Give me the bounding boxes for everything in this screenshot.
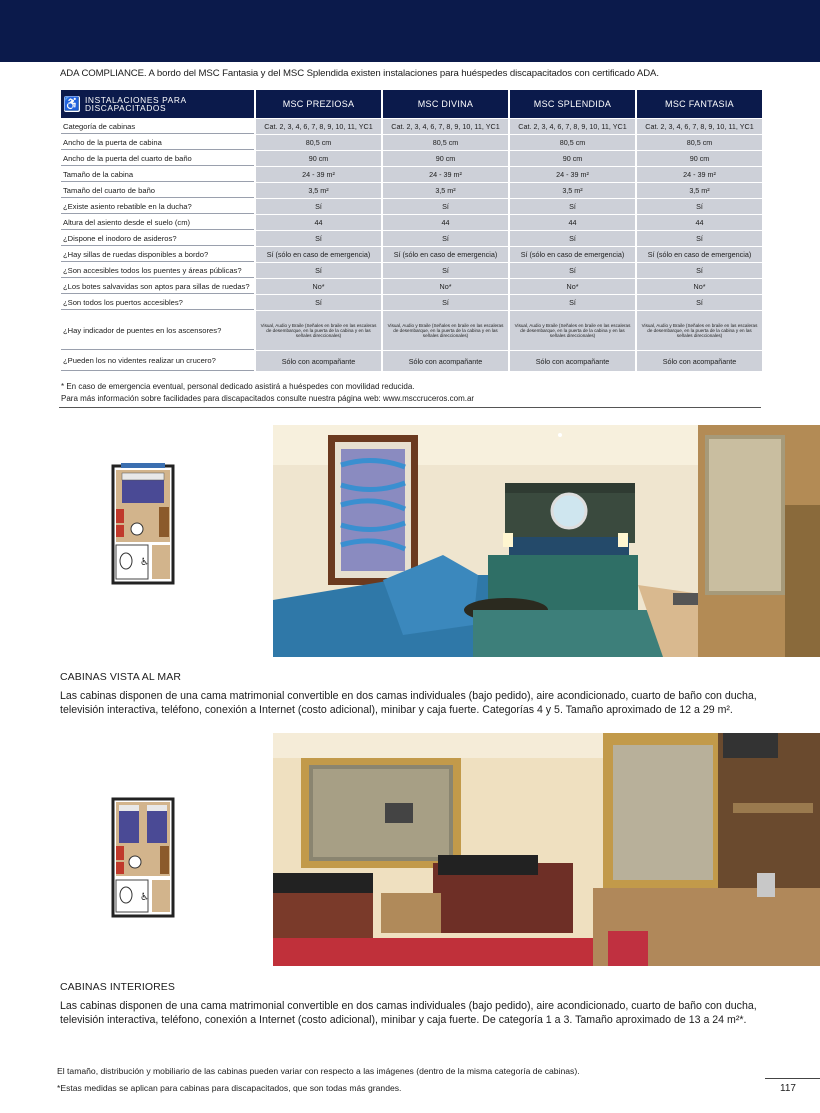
table-cell: Sí bbox=[383, 199, 508, 214]
table-cell: Sí bbox=[256, 295, 381, 310]
table-cell: Sí bbox=[383, 231, 508, 246]
table-cell: Sí bbox=[510, 231, 635, 246]
row-label: ¿Los botes salvavidas son aptos para sillas de ruedas? bbox=[61, 279, 254, 294]
table-cell: Sí bbox=[383, 263, 508, 278]
table-cell: Sólo con acompañante bbox=[256, 351, 381, 371]
table-cell: Sí bbox=[637, 231, 762, 246]
table-cell: No* bbox=[256, 279, 381, 294]
section-body-interior: Las cabinas disponen de una cama matrimonial convertible en dos camas individuales (bajo pedido), aire acondicionado, cuarto de baño con ducha, televisión interactiva, teléfono, conexión a Internet (costo adicional), minibar y caja fuerte. De categoría 1 a 3. Tamaño aproximado de 13 a 24 m²*. bbox=[60, 1000, 757, 1026]
page-number: 117 bbox=[780, 1083, 796, 1094]
table-cell: Sí (sólo en caso de emergencia) bbox=[510, 247, 635, 262]
row-label: ¿Son accesibles todos los puentes y áreas públicas? bbox=[61, 263, 254, 278]
table-cell: Cat. 2, 3, 4, 6, 7, 8, 9, 10, 11, YC1 bbox=[637, 119, 762, 134]
table-cell: Sí (sólo en caso de emergencia) bbox=[637, 247, 762, 262]
svg-text:♿: ♿ bbox=[140, 557, 149, 568]
row-label: Tamaño del cuarto de baño bbox=[61, 183, 254, 198]
ocean-view-cabin-photo bbox=[273, 425, 820, 657]
table-cell: Visual, Audio y Braile (Señales en braile en las escaleras de desembarque, en la puerta de la cabina y en las señales direccionales) bbox=[510, 311, 635, 350]
table-cell: Sí bbox=[256, 231, 381, 246]
table-cell: 90 cm bbox=[637, 151, 762, 166]
row-label: ¿Son todos los puertos accesibles? bbox=[61, 295, 254, 310]
ship-header-fantasia: MSC FANTASIA bbox=[637, 90, 762, 118]
table-row bbox=[61, 351, 762, 371]
table-cell: Sí (sólo en caso de emergencia) bbox=[256, 247, 381, 262]
page-number-rule bbox=[765, 1078, 820, 1079]
table-cell: No* bbox=[510, 279, 635, 294]
table-cell: No* bbox=[383, 279, 508, 294]
ship-header-splendida: MSC SPLENDIDA bbox=[510, 90, 635, 118]
table-footnotes bbox=[61, 381, 474, 405]
table-cell: Visual, Audio y Braile (Señales en braile en las escaleras de desembarque, en la puerta de la cabina y en las señales direccionales) bbox=[383, 311, 508, 350]
footnote-website: Para más información sobre facilidades para discapacitados consulte nuestra página web: www.msccruceros.com.ar bbox=[61, 394, 475, 403]
floor-plan-ocean-view bbox=[107, 463, 179, 588]
table-cell: 44 bbox=[256, 215, 381, 230]
table-row bbox=[61, 215, 762, 230]
ada-compliance-note: ADA COMPLIANCE. A bordo del MSC Fantasia y del MSC Splendida existen instalaciones para huéspedes discapacitados con certificado ADA. bbox=[60, 68, 659, 79]
table-row bbox=[61, 263, 762, 278]
svg-text:♿: ♿ bbox=[140, 892, 149, 903]
ship-header-preziosa: MSC PREZIOSA bbox=[256, 90, 381, 118]
table-cell: 90 cm bbox=[510, 151, 635, 166]
table-cell: 24 - 39 m² bbox=[383, 167, 508, 182]
section-title-ocean-view: CABINAS VISTA AL MAR bbox=[60, 671, 182, 683]
accessibility-table bbox=[59, 89, 764, 372]
table-cell: Sí (sólo en caso de emergencia) bbox=[383, 247, 508, 262]
row-label: Altura del asiento desde el suelo (cm) bbox=[61, 215, 254, 230]
table-cell: Sí bbox=[637, 263, 762, 278]
divider bbox=[59, 407, 761, 408]
footnote-emergency: * En caso de emergencia eventual, personal dedicado asistirá a huéspedes con movilidad reducida. bbox=[61, 382, 415, 391]
note-disabled-sizes: *Estas medidas se aplican para cabinas para discapacitados, que son todas más grandes. bbox=[57, 1083, 402, 1093]
table-cell: 3,5 m² bbox=[510, 183, 635, 198]
table-cell: 24 - 39 m² bbox=[510, 167, 635, 182]
table-cell: 80,5 cm bbox=[256, 135, 381, 150]
table-cell: 24 - 39 m² bbox=[256, 167, 381, 182]
table-row bbox=[61, 135, 762, 150]
table-cell: Cat. 2, 3, 4, 6, 7, 8, 9, 10, 11, YC1 bbox=[256, 119, 381, 134]
table-cell: 44 bbox=[637, 215, 762, 230]
row-label: ¿Hay indicador de puentes en los ascensores? bbox=[61, 311, 254, 350]
table-cell: Visual, Audio y Braile (Señales en braile en las escaleras de desembarque, en la puerta de la cabina y en las señales direccionales) bbox=[637, 311, 762, 350]
table-cell: Visual, Audio y Braile (Señales en braile en las escaleras de desembarque, en la puerta de la cabina y en las señales direccionales) bbox=[256, 311, 381, 350]
table-cell: Sólo con acompañante bbox=[383, 351, 508, 371]
table-row bbox=[61, 311, 762, 350]
floor-plan-interior bbox=[107, 796, 179, 921]
table-cell: Sí bbox=[383, 295, 508, 310]
table-cell: 24 - 39 m² bbox=[637, 167, 762, 182]
row-label: Tamaño de la cabina bbox=[61, 167, 254, 182]
table-row bbox=[61, 167, 762, 182]
row-label: Categoría de cabinas bbox=[61, 119, 254, 134]
table-cell: Sí bbox=[637, 199, 762, 214]
table-cell: Cat. 2, 3, 4, 6, 7, 8, 9, 10, 11, YC1 bbox=[510, 119, 635, 134]
table-row bbox=[61, 295, 762, 310]
table-cell: 80,5 cm bbox=[383, 135, 508, 150]
table-cell: No* bbox=[637, 279, 762, 294]
row-label: ¿Dispone el inodoro de asideros? bbox=[61, 231, 254, 246]
section-body-ocean-view: Las cabinas disponen de una cama matrimonial convertible en dos camas individuales (bajo pedido), aire acondicionado, cuarto de baño con ducha, televisión interactiva, teléfono, conexión a Internet (costo adicional), minibar y caja fuerte. Categorías 4 y 5. Tamaño aproximado de 12 a 29 m². bbox=[60, 690, 757, 716]
wheelchair-icon: ♿ bbox=[63, 96, 81, 111]
ship-header-divina: MSC DIVINA bbox=[383, 90, 508, 118]
row-label: ¿Existe asiento rebatible en la ducha? bbox=[61, 199, 254, 214]
table-cell: Sólo con acompañante bbox=[637, 351, 762, 371]
row-label: ¿Hay sillas de ruedas disponibles a bordo? bbox=[61, 247, 254, 262]
table-title-cell bbox=[61, 90, 254, 118]
table-row bbox=[61, 183, 762, 198]
table-cell: 44 bbox=[510, 215, 635, 230]
table-cell: Sí bbox=[510, 295, 635, 310]
table-row bbox=[61, 151, 762, 166]
table-cell: 3,5 m² bbox=[256, 183, 381, 198]
top-banner bbox=[0, 0, 820, 62]
row-label: ¿Pueden los no videntes realizar un crucero? bbox=[61, 351, 254, 371]
ada-heading: ADA COMPLIANCE bbox=[60, 68, 144, 79]
table-cell: 80,5 cm bbox=[637, 135, 762, 150]
table-cell: Sólo con acompañante bbox=[510, 351, 635, 371]
table-cell: Sí bbox=[256, 199, 381, 214]
table-row bbox=[61, 231, 762, 246]
interior-cabin-photo bbox=[273, 733, 820, 966]
row-label: Ancho de la puerta del cuarto de baño bbox=[61, 151, 254, 166]
table-cell: 80,5 cm bbox=[510, 135, 635, 150]
table-row bbox=[61, 279, 762, 294]
ada-text: A bordo del MSC Fantasia y del MSC Splendida existen instalaciones para huéspedes discapacitados con certificado ADA. bbox=[148, 68, 659, 79]
table-cell: Sí bbox=[510, 263, 635, 278]
table-title: INSTALACIONES PARA DISCAPACITADOS bbox=[85, 94, 187, 113]
table-cell: 90 cm bbox=[256, 151, 381, 166]
table-row bbox=[61, 247, 762, 262]
table-cell: 3,5 m² bbox=[637, 183, 762, 198]
table-cell: Sí bbox=[637, 295, 762, 310]
table-row bbox=[61, 199, 762, 214]
note-variation: El tamaño, distribución y mobiliario de las cabinas pueden variar con respecto a las imágenes (dentro de la misma categoría de cabinas). bbox=[57, 1066, 580, 1076]
table-cell: 3,5 m² bbox=[383, 183, 508, 198]
table-cell: 90 cm bbox=[383, 151, 508, 166]
table-cell: Cat. 2, 3, 4, 6, 7, 8, 9, 10, 11, YC1 bbox=[383, 119, 508, 134]
table-cell: Sí bbox=[510, 199, 635, 214]
section-title-interior: CABINAS INTERIORES bbox=[60, 981, 175, 993]
table-header-row bbox=[61, 90, 762, 118]
table-row bbox=[61, 119, 762, 134]
table-cell: Sí bbox=[256, 263, 381, 278]
table-cell: 44 bbox=[383, 215, 508, 230]
row-label: Ancho de la puerta de cabina bbox=[61, 135, 254, 150]
